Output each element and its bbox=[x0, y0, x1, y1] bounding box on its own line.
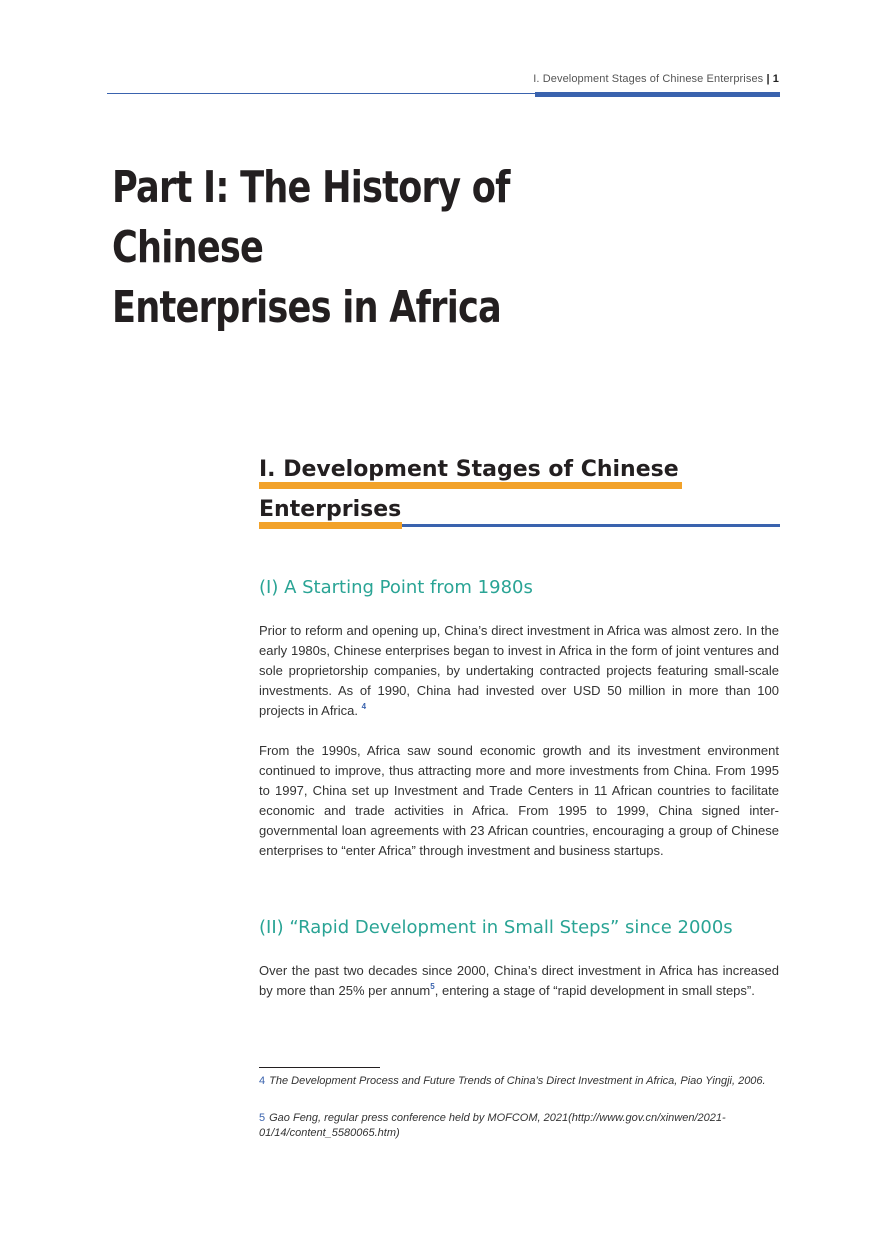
paragraph-1 bbox=[259, 621, 779, 721]
header-rule-thick bbox=[535, 92, 780, 97]
footnote-5-text: Gao Feng, regular press conference held by MOFCOM, 2021(http://www.gov.cn/xinwen/2021-01/14/content_5580065.htm) bbox=[259, 1112, 726, 1139]
header-rule-thin bbox=[107, 93, 535, 94]
section-underline-orange-1 bbox=[259, 482, 682, 489]
part-title bbox=[112, 158, 560, 338]
section-heading-line-2: Enterprises bbox=[259, 497, 402, 522]
running-header-separator: | bbox=[766, 73, 770, 85]
page-number: 1 bbox=[772, 73, 779, 85]
paragraph-2: From the 1990s, Africa saw sound economic growth and its investment environment continued to improve, thus attracting more and more investments from China. From 1995 to 1997, China set up Investment and Trade Centers in 11 African countries to facilitate economic and trade activities in Africa. From 1995 to 1999, China signed inter-governmental loan agreements with 23 African countries, encouraging a group of Chinese enterprises to “enter Africa” through investment and business startups. bbox=[259, 743, 779, 858]
footnote-5 bbox=[259, 1111, 779, 1141]
section-underline-orange-2 bbox=[259, 522, 402, 529]
paragraph-1-text: Prior to reform and opening up, China’s direct investment in Africa was almost zero. In the early 1980s, Chinese enterprises began to invest in Africa in the form of joint ventures and sole proprietorship companies, by undertaking contracted projects featuring small-scale investments. As of 1990, China had invested over USD 50 million in more than 100 projects in Africa. bbox=[259, 623, 779, 718]
running-header bbox=[533, 73, 779, 85]
footnote-4-text: The Development Process and Future Trends of China’s Direct Investment in Africa, Piao Yingji, 2006. bbox=[269, 1075, 766, 1087]
footnote-ref-5[interactable]: 5 bbox=[430, 982, 435, 991]
paragraph-3-text-before: Over the past two decades since 2000, China’s direct investment in Africa has increased by more than 25% per annum bbox=[259, 963, 779, 998]
paragraph-3 bbox=[259, 961, 779, 1001]
section-heading-line-1: I. Development Stages of Chinese bbox=[259, 457, 679, 482]
section-heading bbox=[259, 450, 689, 530]
footnote-5-number: 5 bbox=[259, 1112, 266, 1124]
footnote-ref-4[interactable]: 4 bbox=[361, 702, 367, 711]
footnote-4 bbox=[259, 1074, 779, 1089]
section-underline-blue bbox=[402, 524, 780, 527]
footnote-4-number: 4 bbox=[259, 1075, 266, 1087]
subsection-heading-1: (I) A Starting Point from 1980s bbox=[259, 577, 533, 598]
paragraph-3-text-after: , entering a stage of “rapid development in small steps”. bbox=[434, 983, 755, 998]
part-title-line-2: Enterprises in Africa bbox=[112, 282, 501, 333]
footnote-rule bbox=[259, 1067, 380, 1068]
part-title-line-1: Part I: The History of Chinese bbox=[112, 162, 510, 273]
running-header-title: I. Development Stages of Chinese Enterprises bbox=[533, 73, 764, 85]
subsection-heading-2: (II) “Rapid Development in Small Steps” since 2000s bbox=[259, 917, 733, 938]
